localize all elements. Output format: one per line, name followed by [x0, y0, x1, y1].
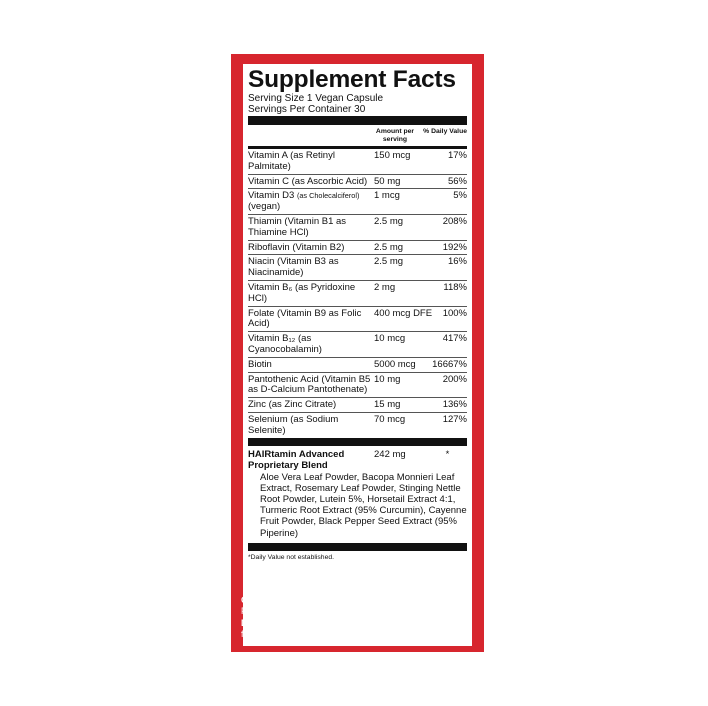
header-daily-value: % Daily Value — [423, 128, 467, 135]
servings-per-container: Servings Per Container 30 — [248, 104, 366, 115]
nutrient-row — [248, 175, 467, 190]
nutrient-dv: 192% — [442, 241, 467, 253]
facts-panel — [243, 64, 472, 646]
supplement-label — [231, 54, 484, 652]
nutrient-name: Vitamin B₆ (as Pyridoxine HCl) — [248, 281, 356, 304]
nutrient-amount: 10 mg — [374, 373, 401, 385]
nutrient-row — [248, 358, 467, 373]
nutrient-row — [248, 307, 467, 333]
nutrient-amount: 50 mg — [374, 175, 401, 187]
nutrient-amount: 5000 mcg — [374, 358, 416, 370]
nutrient-row — [248, 241, 467, 256]
nutrient-name: Biotin — [248, 358, 272, 370]
serving-size: Serving Size 1 Vegan Capsule — [248, 93, 384, 104]
column-header — [248, 125, 467, 149]
other-info — [241, 595, 479, 640]
nutrient-row — [248, 189, 467, 215]
blend-amount: 242 mg — [374, 448, 406, 460]
blend-row — [248, 446, 467, 471]
bottom-divider — [248, 543, 467, 551]
nutrient-row — [248, 413, 467, 438]
other-ingredients-text: Vegetable Cellulose (Capsule), Rice Flour — [241, 595, 463, 617]
nutrient-dv: 200% — [442, 373, 467, 385]
nutrient-name: Folate (Vitamin B9 as Folic Acid) — [248, 307, 362, 330]
nutrient-amount: 2.5 mg — [374, 241, 404, 253]
header-amount: Amount per serving — [375, 128, 415, 143]
nutrient-name-source: (as Cholecalciferol) — [296, 191, 360, 201]
nutrient-dv: 5% — [453, 190, 467, 202]
nutrient-row — [248, 373, 467, 399]
nutrient-name: Niacin (Vitamin B3 as Niacinamide) — [248, 256, 339, 279]
thick-divider — [248, 116, 467, 125]
blend-ingredients: Aloe Vera Leaf Powder, Bacopa Monnieri Leaf Extract, Rosemary Leaf Powder, Stinging Nettle Root Powder, Lutein 5%, Horsetail Extract 4:1, Turmeric Root Extract (95% Curcumin), Cayenne Fruit Powder, Black Pepper Seed Extract (95% Piperine) — [260, 471, 467, 539]
nutrient-row — [248, 398, 467, 413]
nutrient-row — [248, 149, 467, 175]
nutrient-dv: 17% — [447, 150, 467, 161]
nutrient-dv: 100% — [442, 307, 467, 319]
nutrient-dv: 127% — [442, 413, 467, 425]
nutrient-row — [248, 281, 467, 307]
nutrient-row — [248, 255, 467, 281]
nutrient-amount: 2.5 mg — [374, 215, 404, 227]
nutrient-dv: 16% — [447, 256, 467, 268]
header-spacer — [248, 128, 368, 143]
blend-name: HAIRtamin Advanced Proprietary Blend — [248, 448, 345, 471]
nutrient-amount: 70 mcg — [374, 413, 406, 425]
nutrient-amount: 2 mg — [374, 281, 396, 293]
allergen-statement — [241, 618, 479, 641]
nutrient-amount: 2.5 mg — [374, 256, 404, 268]
nutrient-amount: 1 mcg — [374, 190, 400, 202]
nutrient-row — [248, 332, 467, 358]
nutrient-name: Vitamin B₁₂ (as Cyanocobalamin) — [248, 333, 322, 355]
nutrient-table — [248, 149, 467, 438]
blend-dv: * — [445, 448, 450, 460]
allergens-label: Does NOT contain the following allergens: — [241, 617, 420, 628]
blend-divider — [248, 438, 467, 446]
nutrient-name: Selenium (as Sodium Selenite) — [248, 413, 339, 436]
nutrient-amount: 150 mcg — [374, 150, 411, 161]
nutrient-dv: 56% — [447, 175, 467, 187]
allergens-text: dairy, eggs, fish, wheat, crustaceans, tree nuts, peanuts, soy — [241, 617, 468, 639]
nutrient-name: Thiamin (Vitamin B1 as Thiamine HCl) — [248, 215, 347, 238]
footnote: *Daily Value not established. — [248, 553, 335, 561]
nutrient-dv: 136% — [442, 399, 467, 411]
nutrient-name: Riboflavin (Vitamin B2) — [248, 241, 345, 253]
nutrient-name-tail: (vegan) — [248, 201, 281, 213]
nutrient-dv: 16667% — [432, 358, 467, 370]
nutrient-name: Pantothenic Acid (Vitamin B5 as D-Calcium Pantothenate) — [248, 373, 371, 396]
nutrient-name: Vitamin C (as Ascorbic Acid) — [248, 175, 368, 187]
nutrient-amount: 400 mcg DFE — [374, 307, 433, 319]
nutrient-name: Zinc (as Zinc Citrate) — [248, 399, 337, 411]
nutrient-dv: 417% — [442, 333, 467, 345]
other-ingredients-label: Other Ingredients: — [241, 595, 318, 605]
nutrient-row — [248, 215, 467, 241]
facts-title: Supplement Facts — [248, 66, 456, 93]
nutrient-dv: 118% — [443, 281, 467, 293]
nutrient-amount: 15 mg — [374, 399, 401, 411]
nutrient-name — [248, 191, 374, 213]
nutrient-name: Vitamin A (as Retinyl Palmitate) — [248, 150, 335, 172]
nutrient-name-main: Vitamin D3 — [248, 190, 295, 202]
nutrient-amount: 10 mcg — [374, 333, 406, 345]
other-ingredients — [241, 595, 479, 618]
nutrient-dv: 208% — [442, 215, 467, 227]
